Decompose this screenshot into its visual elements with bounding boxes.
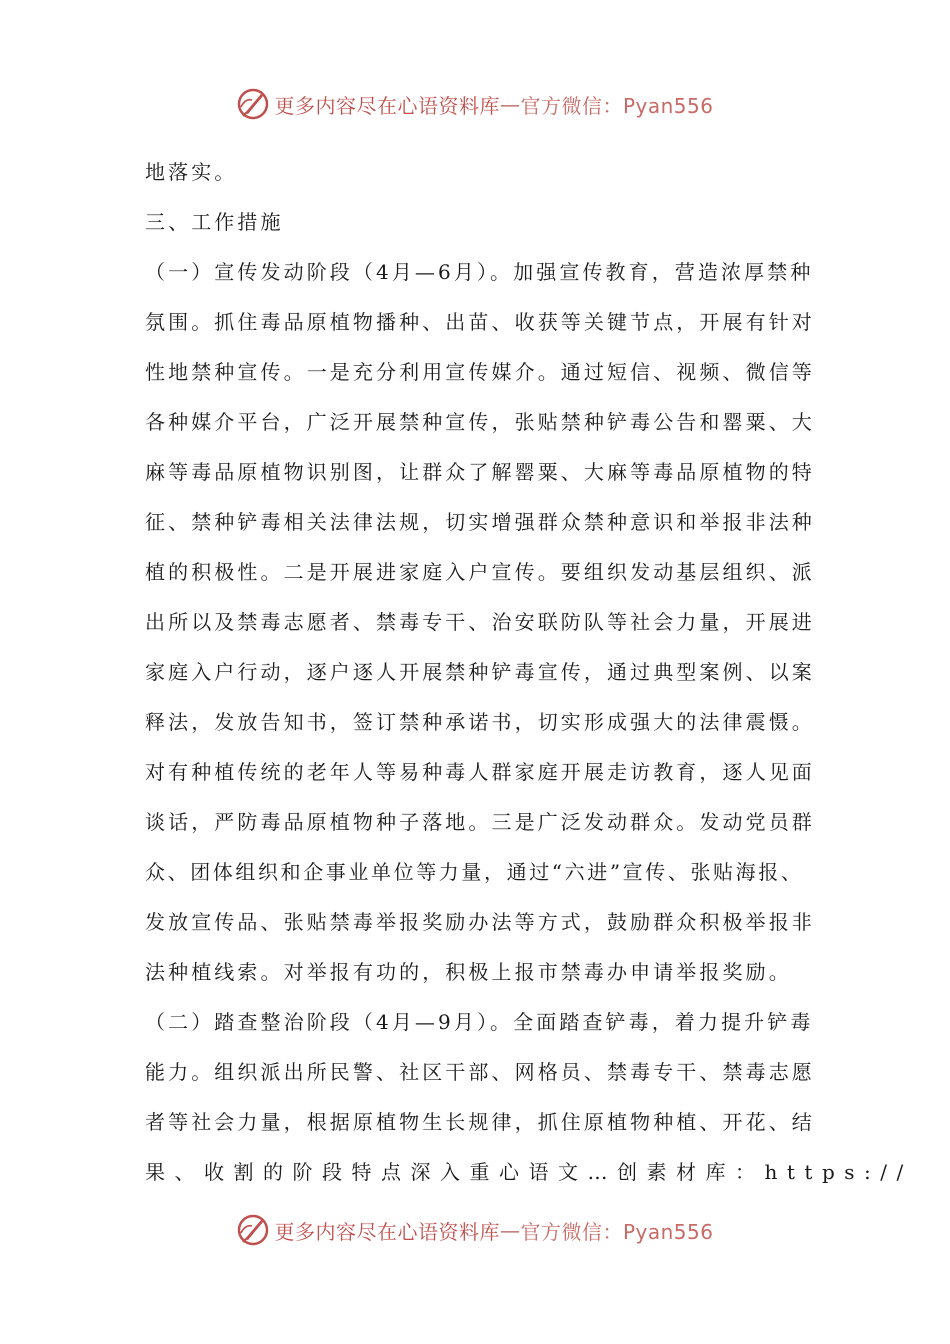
body-line: 植的积极性。二是开展进家庭入户宣传。要组织发动基层组织、派	[145, 560, 815, 584]
body-line: （一）宣传发动阶段（4月—6月）。加强宣传教育，营造浓厚禁种	[145, 260, 814, 284]
body-line: 谈话，严防毒品原植物种子落地。三是广泛发动群众。发动党员群	[145, 810, 815, 834]
quill-logo-icon	[236, 87, 270, 121]
body-line: 能力。组织派出所民警、社区干部、网格员、禁毒专干、禁毒志愿	[145, 1060, 815, 1084]
body-line: 性地禁种宣传。一是充分利用宣传媒介。通过短信、视频、微信等	[145, 360, 815, 384]
section-heading: 三、工作措施	[145, 210, 284, 234]
body-line: 家庭入户行动，逐户逐人开展禁种铲毒宣传，通过典型案例、以案	[145, 660, 815, 684]
header-watermark	[0, 84, 950, 124]
body-line: 征、禁种铲毒相关法律法规，切实增强群众禁种意识和举报非法种	[145, 510, 815, 534]
body-line: 法种植线索。对举报有功的，积极上报市禁毒办申请举报奖励。	[145, 960, 792, 984]
body-line: 氛围。抓住毒品原植物播种、出苗、收获等关键节点，开展有针对	[145, 310, 815, 334]
body-line: 麻等毒品原植物识别图，让群众了解罂粟、大麻等毒品原植物的特	[145, 460, 815, 484]
body-line: 各种媒介平台，广泛开展禁种宣传，张贴禁种铲毒公告和罂粟、大	[145, 410, 815, 434]
body-line: 地落实。	[145, 160, 238, 184]
body-line: （二）踏查整治阶段（4月—9月）。全面踏查铲毒，着力提升铲毒	[145, 1010, 814, 1034]
body-line: 果、收割的阶段特点深入重心语文…创素材库：https://	[145, 1160, 913, 1184]
watermark-dash: —	[499, 1218, 521, 1242]
document-body	[145, 147, 913, 1197]
watermark-main-text: 更多内容尽在心语资料库	[274, 93, 500, 118]
body-line: 众、团体组织和企事业单位等力量，通过“六进”宣传、张贴海报、	[145, 860, 804, 884]
watermark-main-text: 更多内容尽在心语资料库	[274, 1219, 500, 1244]
footer-watermark	[0, 1210, 950, 1250]
body-line: 发放宣传品、张贴禁毒举报奖励办法等方式，鼓励群众积极举报非	[145, 910, 815, 934]
body-line: 释法，发放告知书，签订禁种承诺书，切实形成强大的法律震慑。	[145, 710, 815, 734]
quill-logo-icon	[236, 1213, 270, 1247]
watermark-dash: —	[499, 92, 521, 116]
body-line: 对有种植传统的老年人等易种毒人群家庭开展走访教育，逐人见面	[145, 760, 815, 784]
watermark-tail-text: 官方微信：Pyan556	[520, 1219, 714, 1244]
body-line: 者等社会力量，根据原植物生长规律，抓住原植物种植、开花、结	[145, 1110, 815, 1134]
watermark-tail-text: 官方微信：Pyan556	[520, 93, 714, 118]
body-line: 出所以及禁毒志愿者、禁毒专干、治安联防队等社会力量，开展进	[145, 610, 815, 634]
